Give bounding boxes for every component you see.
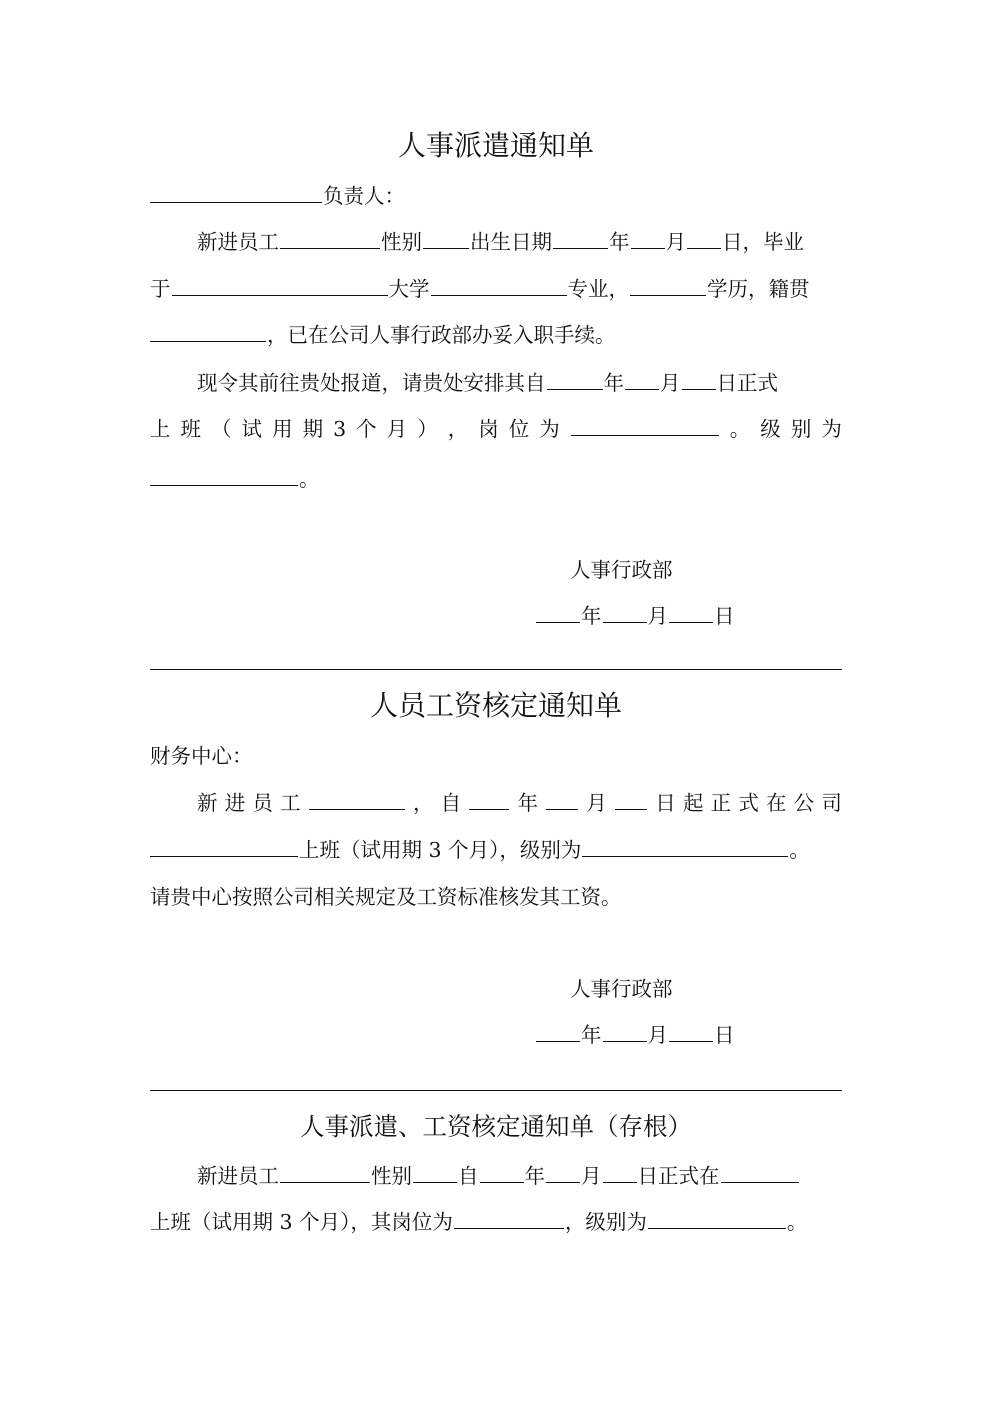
blank-sign-year[interactable] <box>536 1021 580 1042</box>
blank-level[interactable] <box>150 465 298 486</box>
blank-start-month[interactable] <box>546 1162 580 1183</box>
blank-level[interactable] <box>648 1208 786 1229</box>
blank-start-year[interactable] <box>547 369 603 390</box>
blank-sign-day[interactable] <box>669 602 713 623</box>
blank-position[interactable] <box>454 1208 564 1229</box>
blank-major[interactable] <box>431 275 567 296</box>
blank-department[interactable] <box>150 182 322 203</box>
blank-start-day[interactable] <box>682 369 716 390</box>
separator-line-1 <box>150 669 842 670</box>
form1-paragraph1-line2: 于 大学 专业， 学历，籍贯 <box>150 277 810 301</box>
blank-hometown[interactable] <box>150 321 266 342</box>
blank-level[interactable] <box>582 836 788 857</box>
form1-paragraph2-line3: 。 <box>150 465 842 493</box>
blank-birth-day[interactable] <box>687 228 721 249</box>
form2-paragraph-line2: 上班（试用期 3 个月），级别为 。 <box>150 836 842 864</box>
blank-gender[interactable] <box>413 1162 457 1183</box>
form3-line1: 新进员工 性别 自 年 月 日正式在 <box>150 1162 842 1190</box>
blank-birth-month[interactable] <box>631 228 665 249</box>
form1-paragraph2-line2: 上 班 （ 试 用 期 3 个 月 ） ， 岗 位 为 。 级 别 为 <box>150 417 842 441</box>
form2-title: 人员工资核定通知单 <box>369 689 622 722</box>
blank-degree[interactable] <box>630 275 706 296</box>
blank-gender[interactable] <box>423 228 469 249</box>
blank-university[interactable] <box>172 275 388 296</box>
form1-title: 人事派遣通知单 <box>397 129 594 162</box>
form2-paragraph-line3: 请贵中心按照公司相关规定及工资标准核发其工资。 <box>150 885 622 909</box>
blank-sign-month[interactable] <box>603 1021 647 1042</box>
blank-sign-month[interactable] <box>603 602 647 623</box>
blank-sign-day[interactable] <box>669 1021 713 1042</box>
blank-position[interactable] <box>571 415 719 436</box>
blank-department[interactable] <box>721 1162 799 1183</box>
form2-signature-date: 年 月 日 <box>536 1021 735 1049</box>
blank-employee-name[interactable] <box>280 1162 370 1183</box>
blank-birth-year[interactable] <box>553 228 608 249</box>
form3-line2: 上班（试用期 3 个月），其岗位为 ，级别为 。 <box>150 1210 808 1234</box>
blank-start-month[interactable] <box>546 789 578 810</box>
blank-start-year[interactable] <box>469 789 509 810</box>
blank-sign-year[interactable] <box>536 602 580 623</box>
blank-employee-name[interactable] <box>280 228 380 249</box>
blank-employee-name[interactable] <box>309 789 405 810</box>
form2-signature-dept: 人事行政部 <box>570 977 673 1001</box>
blank-start-day[interactable] <box>603 1162 637 1183</box>
form1-paragraph1-line1: 新进员工 性别 出生日期 年 月 日，毕业 <box>197 230 804 254</box>
form3-title: 人事派遣、工资核定通知单（存根） <box>300 1112 692 1141</box>
blank-department[interactable] <box>150 836 298 857</box>
separator-line-2 <box>150 1090 842 1091</box>
blank-start-year[interactable] <box>480 1162 524 1183</box>
form2-paragraph-line1: 新 进 员 工 ， 自 年 月 日 起 正 式 在 公 司 <box>197 791 842 815</box>
blank-start-month[interactable] <box>625 369 659 390</box>
form1-signature-dept: 人事行政部 <box>570 558 673 582</box>
form1-recipient: 负责人： <box>150 182 842 210</box>
form1-paragraph1-line3: ，已在公司人事行政部办妥入职手续。 <box>150 321 842 349</box>
form2-recipient: 财务中心： <box>150 744 253 768</box>
form1-signature-date: 年 月 日 <box>536 602 735 630</box>
form1-paragraph2-line1: 现令其前往贵处报道，请贵处安排其自 年 月 日正式 <box>197 371 778 395</box>
blank-start-day[interactable] <box>615 789 647 810</box>
